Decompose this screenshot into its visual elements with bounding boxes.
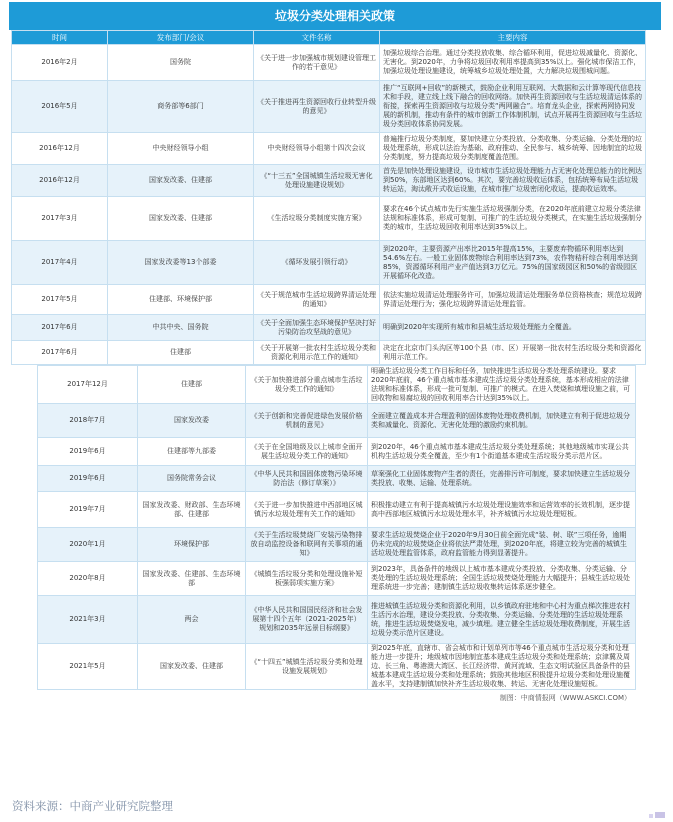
cell-document: 《“十四五”城镇生活垃圾分类和处理设施发展规划》 <box>246 644 368 690</box>
cell-content: 积极推动建立有利于提高城镇污水垃圾处理设施效率和运营效率的长效机制，逐步提高中西部地区城镇污水垃圾处理水平，补齐城镇污水垃圾处理短板。 <box>368 492 636 528</box>
cell-department: 国家发改委、住建部 <box>138 644 246 690</box>
cell-time: 2018年7月 <box>38 404 138 438</box>
table-row <box>12 197 646 241</box>
cell-department: 住建部等九部委 <box>138 438 246 466</box>
cell-department: 环境保护部 <box>138 528 246 562</box>
corner-mark <box>655 812 665 818</box>
cell-time: 2016年12月 <box>12 165 108 197</box>
cell-department: 国务院 <box>108 45 254 81</box>
cell-document: 《关于加快推进部分重点城市生活垃圾分类工作的通知》 <box>246 366 368 404</box>
cell-content: 依法实施垃圾清运处理服务许可，加强垃圾清运处理服务单位资格核查；规范垃圾跨界清运处理行为；强化垃圾跨界清运处理监管。 <box>380 285 646 315</box>
table-row <box>12 45 646 81</box>
cell-time: 2020年8月 <box>38 562 138 596</box>
table-row <box>12 241 646 285</box>
cell-content: 决定在北京市门头沟区等100个县（市、区）开展第一批农村生活垃圾分类和资源化利用示范工作。 <box>380 341 646 365</box>
header-content: 主要内容 <box>380 31 646 45</box>
cell-time: 2017年12月 <box>38 366 138 404</box>
cell-time: 2017年6月 <box>12 315 108 341</box>
policy-table-bottom <box>37 365 636 690</box>
cell-time: 2019年6月 <box>38 466 138 492</box>
cell-document: 《“十三五”全国城镇生活垃圾无害化处理设施建设规划》 <box>254 165 380 197</box>
cell-content: 草案强化工业固体废物产生者的责任，完善排污许可制度，要求加快建立生活垃圾分类投放、收集、运输、处理系统。 <box>368 466 636 492</box>
table-row <box>38 492 636 528</box>
cell-time: 2021年5月 <box>38 644 138 690</box>
cell-content: 推进城镇生活垃圾分类和资源化利用，以乡镇政府驻地和中心村为重点梯次推进农村生活污水治理，建设分类投放、分类收集、分类运输、分类处理的生活垃圾处理系统，推进生活垃圾焚烧发电，减少填埋。建立健全生活垃圾处理收费制度，开展生活垃圾分类示范片区建设。 <box>368 596 636 644</box>
cell-content: 到2020年，46个重点城市基本建成生活垃圾分类处理系统；其他地级城市实现公共机构生活垃圾分类全覆盖，至少有1个街道基本建成生活垃圾分类示范片区。 <box>368 438 636 466</box>
table-row <box>12 133 646 165</box>
cell-time: 2017年3月 <box>12 197 108 241</box>
cell-time: 2021年3月 <box>38 596 138 644</box>
table-row <box>38 562 636 596</box>
cell-time: 2016年2月 <box>12 45 108 81</box>
cell-department: 国家发改委、住建部、生态环境部 <box>138 562 246 596</box>
cell-content: 明确到2020年实现所有城市和县城生活垃圾处理能力全覆盖。 <box>380 315 646 341</box>
policy-table-card <box>9 2 661 792</box>
table-row <box>12 285 646 315</box>
cell-time: 2017年6月 <box>12 341 108 365</box>
chart-credit: 制图：中商情报网（WWW.ASKCI.COM） <box>499 694 631 702</box>
cell-document: 《关于生活垃圾焚烧厂安装污染物排放自动监控设备和联网有关事项的通知》 <box>246 528 368 562</box>
header-time: 时间 <box>12 31 108 45</box>
cell-department: 国家发改委 <box>138 404 246 438</box>
cell-document: 《关于推进再生资源回收行业转型升级的意见》 <box>254 81 380 133</box>
cell-document: 《城镇生活垃圾分类和处理设施补短板强弱项实施方案》 <box>246 562 368 596</box>
cell-content: 要求在46个试点城市先行实施生活垃圾强制分类，在2020年底前建立垃圾分类法律法规和标准体系，形成可复制、可推广的生活垃圾分类模式，在实施生活垃圾强制分类的城市，生活垃圾回收利用率达到35%以上。 <box>380 197 646 241</box>
cell-content: 到2023年，具备条件的地级以上城市基本建成分类投放、分类收集、分类运输、分类处理的生活垃圾处理系统；全国生活垃圾焚烧处理能力大幅提升；县城生活垃圾处理系统进一步完善；建制镇生活垃圾收集转运体系逐步健全。 <box>368 562 636 596</box>
table-row <box>38 644 636 690</box>
cell-content: 要求生活垃圾焚烧企业于2020年9月30日前全面完成“装、树、联”三项任务，逾期仍未完成的垃圾焚烧企业将依法严肃处理，到2020年底，将建立较为完善的城镇生活垃圾处理监管体系，政府监管能力得到显著提升。 <box>368 528 636 562</box>
cell-time: 2016年12月 <box>12 133 108 165</box>
cell-document: 《生活垃圾分类制度实施方案》 <box>254 197 380 241</box>
table-row <box>12 81 646 133</box>
cell-department: 国家发改委等13个部委 <box>108 241 254 285</box>
cell-department: 住建部、环境保护部 <box>108 285 254 315</box>
cell-department: 中央财经领导小组 <box>108 133 254 165</box>
policy-table-top <box>11 30 646 365</box>
cell-document: 《循环发展引领行动》 <box>254 241 380 285</box>
header-department: 发布部门/会议 <box>108 31 254 45</box>
cell-content: 加强垃圾综合治理。通过分类投放收集、综合循环利用，促进垃圾减量化、资源化、无害化。到2020年，力争将垃圾回收利用率提高到35%以上。强化城市保洁工作，加强垃圾处理设施建设，统筹城乡垃圾处理处置，大力解决垃圾围城问题。 <box>380 45 646 81</box>
cell-department: 国家发改委、财政部、生态环境部、住建部 <box>138 492 246 528</box>
cell-time: 2020年1月 <box>38 528 138 562</box>
cell-department: 中共中央、国务院 <box>108 315 254 341</box>
source-note: 资料来源：中商产业研究院整理 <box>12 799 173 813</box>
cell-time: 2019年6月 <box>38 438 138 466</box>
cell-content: 到2020年，主要资源产出率比2015年提高15%，主要废弃物循环利用率达到54.6%左右。一般工业固体废物综合利用率达到73%，农作物秸秆综合利用率达到85%，资源循环利用产业产值达到3万亿元。75%的国家级园区和50%的省级园区开展循环化改造。 <box>380 241 646 285</box>
cell-document: 《关于创新和完善促进绿色发展价格机制的意见》 <box>246 404 368 438</box>
cell-content: 明确生活垃圾分类工作目标和任务，加快推进生活垃圾分类处理系统建设。要求2020年底前，46个重点城市基本建成生活垃圾分类处理系统，基本形成相应的法律法规和标准体系，形成一批可复制、可推广的模式。在进入焚烧和填埋设施之前，可回收物和易腐垃圾的回收利用率合计达到35%以上。 <box>368 366 636 404</box>
table-row <box>38 404 636 438</box>
cell-document: 《关于规范城市生活垃圾跨界清运处理的通知》 <box>254 285 380 315</box>
cell-time: 2017年5月 <box>12 285 108 315</box>
cell-document: 《关于全面加强生态环境保护坚决打好污染防治攻坚战的意见》 <box>254 315 380 341</box>
cell-content: 全面建立覆盖成本并合理盈利的固体废物处理收费机制，加快建立有利于促进垃圾分类和减量化、资源化、无害化处理的激励约束机制。 <box>368 404 636 438</box>
cell-document: 《关于在全国地级及以上城市全面开展生活垃圾分类工作的通知》 <box>246 438 368 466</box>
table-row <box>38 528 636 562</box>
cell-document: 《关于进一步加快推进中西部地区城镇污水垃圾处理有关工作的通知》 <box>246 492 368 528</box>
cell-department: 国家发改委、住建部 <box>108 165 254 197</box>
table-row <box>38 438 636 466</box>
cell-department: 住建部 <box>108 341 254 365</box>
cell-department: 国家发改委、住建部 <box>108 197 254 241</box>
cell-document: 中央财经领导小组第十四次会议 <box>254 133 380 165</box>
cell-document: 《关于开展第一批农村生活垃圾分类和资源化利用示范工作的通知》 <box>254 341 380 365</box>
cell-document: 《中华人民共和国国民经济和社会发展第十四个五年（2021-2025年）规划和2035年远景目标纲要》 <box>246 596 368 644</box>
cell-content: 推广“互联网+回收”的新模式，鼓励企业利用互联网、大数据和云计算等现代信息技术和手段，建立线上线下融合的回收网络。加快再生资源回收与生活垃圾清运体系的衔接，探索再生资源回收与垃圾分类“两网融合”。培育龙头企业，探索两网协同发展的新机制，推动有条件的城市创新工作体制机制，试点开展再生资源回收与生活垃圾分类回收体系协同发展。 <box>380 81 646 133</box>
table-row <box>38 596 636 644</box>
cell-content: 首先是加快处理设施建设，设市城市生活垃圾处理能力占无害化处理总能力的比例达到50%，东部地区达到60%。其次，要完善垃圾收运体系，包括统筹布局生活垃圾转运站，淘汰敞开式收运设施，在城市推广垃圾密闭化收运，提高收运效率。 <box>380 165 646 197</box>
header-document: 文件名称 <box>254 31 380 45</box>
cell-document: 《关于进一步加强城市规划建设管理工作的若干意见》 <box>254 45 380 81</box>
cell-time: 2016年5月 <box>12 81 108 133</box>
cell-department: 国务院常务会议 <box>138 466 246 492</box>
cell-content: 普遍推行垃圾分类制度，要加快建立分类投放、分类收集、分类运输、分类处理的垃圾处理系统，形成以法治为基础、政府推动、全民参与、城乡统筹、因地制宜的垃圾分类制度，努力提高垃圾分类制度覆盖范围。 <box>380 133 646 165</box>
cell-time: 2017年4月 <box>12 241 108 285</box>
cell-department: 住建部 <box>138 366 246 404</box>
cell-content: 到2025年底，直辖市、省会城市和计划单列市等46个重点城市生活垃圾分类和处理能力进一步提升；地级城市因地制宜基本建成生活垃圾分类和处理系统；京津冀及周边、长三角、粤港澳大湾区、长江经济带、黄河流域、生态文明试验区具备条件的县城基本建成生活垃圾分类和处理系统；鼓励其他地区积极提升垃圾分类和处理设施覆盖水平，支持建制镇加快补齐生活垃圾收集、转运、无害化处理设施短板。 <box>368 644 636 690</box>
table-row <box>12 341 646 365</box>
table-header-row <box>12 31 646 45</box>
corner-mark-small <box>649 814 653 818</box>
table-row <box>12 315 646 341</box>
table-row <box>38 366 636 404</box>
table-title: 垃圾分类处理相关政策 <box>9 2 661 30</box>
cell-time: 2019年7月 <box>38 492 138 528</box>
table-row <box>12 165 646 197</box>
table-row <box>38 466 636 492</box>
cell-department: 两会 <box>138 596 246 644</box>
cell-document: 《中华人民共和国固体废物污染环境防治法（修订草案）》 <box>246 466 368 492</box>
cell-department: 商务部等6部门 <box>108 81 254 133</box>
